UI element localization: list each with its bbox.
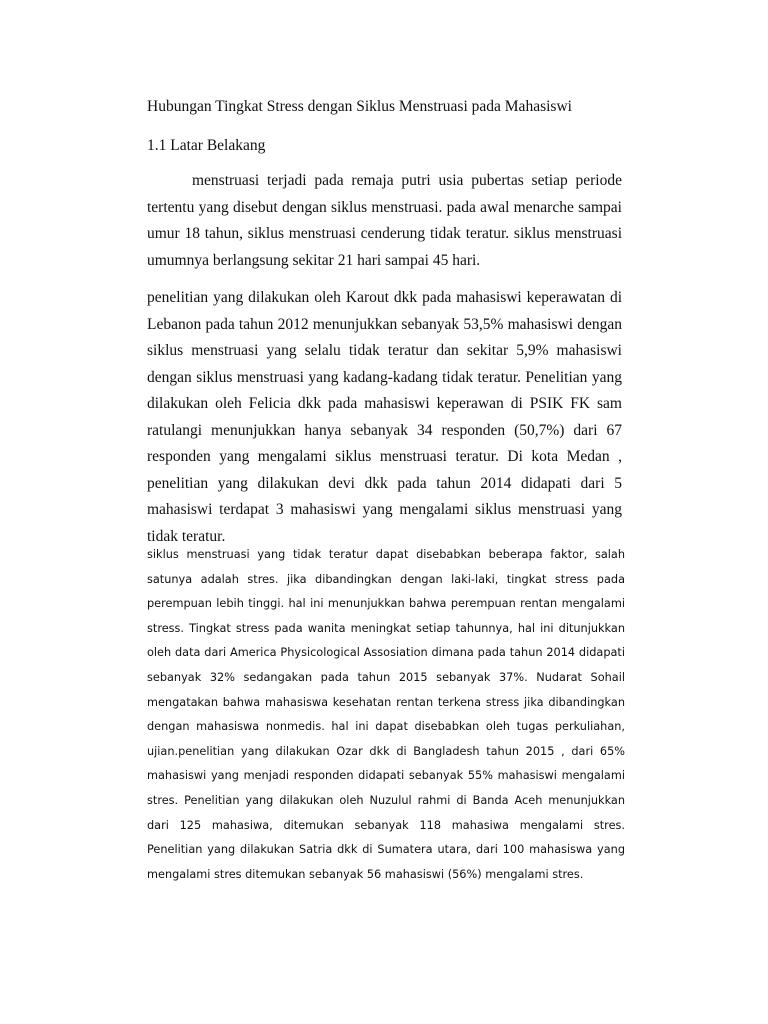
document-title: Hubungan Tingkat Stress dengan Siklus Menstruasi pada Mahasiswi (147, 98, 572, 115)
paragraph-menstruasi: menstruasi terjadi pada remaja putri usia pubertas setiap periode tertentu yang disebut dengan siklus menstruasi. pada awal menarche sampai umur 18 tahun, siklus menstruasi cenderung tidak teratur. siklus menstruasi umumnya berlangsung sekitar 21 hari sampai 45 hari. (147, 172, 622, 269)
paragraph-stres: siklus menstruasi yang tidak teratur dapat disebabkan beberapa faktor, salah satunya adalah stres. jika dibandingkan dengan laki-laki, tingkat stress pada perempuan lebih tinggi. hal ini menunjukkan bahwa perempuan rentan mengalami stress. Tingkat stress pada wanita meningkat setiap tahunnya, hal ini ditunjukkan oleh data dari America Physicological Assosiation dimana pada tahun 2014 didapati sebanyak 32% sedangakan pada tahun 2015 sebanyak 37%. Nudarat Sohail mengatakan bahwa mahasiswa kesehatan rentan terkena stress jika dibandingkan dengan mahasiswa nonmedis. hal ini dapat disebabkan oleh tugas perkuliahan, ujian.penelitian yang dilakukan Ozar dkk di Bangladesh tahun 2015 , dari 65% mahasiswi yang menjadi responden didapati sebanyak 55% mahasiswi mengalami stres. Penelitian yang dilakukan oleh Nuzulul rahmi di Banda Aceh menunjukkan dari 125 mahasiwa, ditemukan sebanyak 118 mahasiwa mengalami stres. Penelitian yang dilakukan Satria dkk di Sumatera utara, dari 100 mahasiswa yang mengalami stres ditemukan sebanyak 56 mahasiswi (56%) mengalami stres. (147, 548, 625, 881)
section-heading: 1.1 Latar Belakang (147, 137, 266, 154)
paragraph-penelitian: penelitian yang dilakukan oleh Karout dkk pada mahasiswi keperawatan di Lebanon pada tahun 2012 menunjukkan sebanyak 53,5% mahasiswi dengan siklus menstruasi yang selalu tidak teratur dan sekitar 5,9% mahasiswi dengan siklus menstruasi yang kadang-kadang tidak teratur. Penelitian yang dilakukan oleh Felicia dkk pada mahasiswi keperawan di PSIK FK sam ratulangi menunjukkan hanya sebanyak 34 responden (50,7%) dari 67 responden yang mengalami siklus menstruasi teratur. Di kota Medan , penelitian yang dilakukan devi dkk pada tahun 2014 didapati dari 5 mahasiswi terdapat 3 mahasiswi yang mengalami siklus menstruasi yang tidak teratur. (147, 289, 622, 545)
